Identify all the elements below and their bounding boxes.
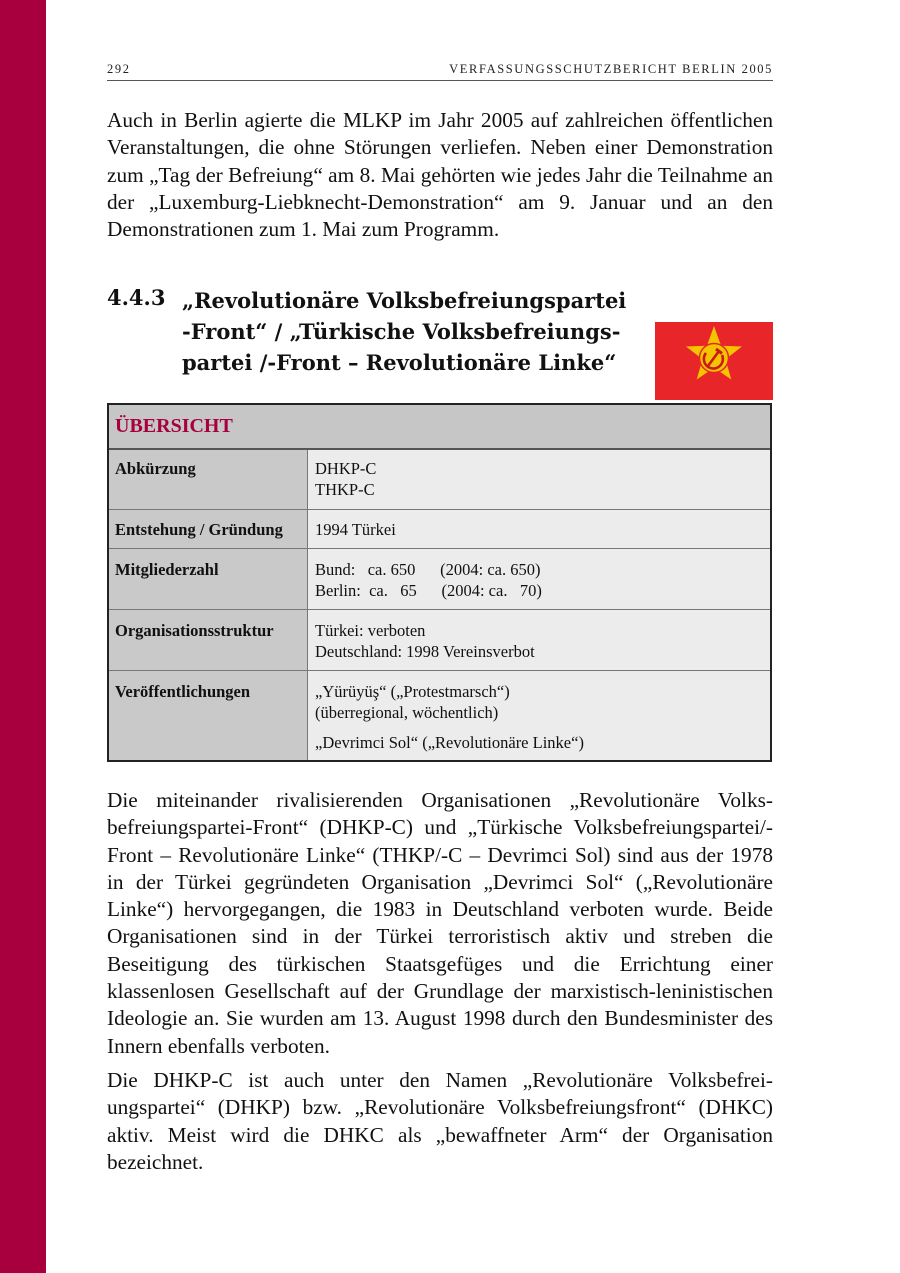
overview-heading-bar (109, 405, 770, 450)
row-value-abkuerzung-1: DHKP-C (315, 459, 377, 478)
section-title: „Revolutionäre Volksbefreiungspartei -Front“ / „Türkische Volksbefreiungs- partei /-Front – Revolutionäre Linke“ (182, 288, 627, 375)
side-color-bar (0, 0, 46, 1273)
row-label-organisationsstruktur: Organisationsstruktur (115, 621, 274, 640)
overview-heading: ÜBERSICHT (115, 415, 233, 437)
running-title: VERFASSUNGSSCHUTZBERICHT BERLIN 2005 (449, 62, 773, 76)
intro-paragraph: Auch in Berlin agierte die MLKP im Jahr 2005 auf zahlreichen öffentlichen Veranstaltungen, die ohne Störungen verliefen. Neben einer Demonstration zum „Tag der Befreiung“ am 8. Mai gehörten wie jedes Jahr die Teilnahme an der „Luxemburg-Liebknecht-Demonstration“ am 9. Januar und an den Demonstrationen zum 1. Mai zum Programm. (107, 108, 773, 242)
section-number: 4.4.3 (107, 285, 166, 310)
body-paragraph-2: Die DHKP-C ist auch unter den Namen „Revolutionäre Volksbefreiungspartei“ (DHKP) bzw. „Revolutionäre Volksbefreiungsfront“ (DHKC) aktiv. Meist wird die DHKC als „bewaffneter Arm“ der Organisation bezeichnet. (107, 1068, 773, 1174)
row-value-publikation-1: „Yürüyüş“ („Protestmarsch“) (315, 682, 510, 701)
row-label-gruendung: Entstehung / Gründung (115, 520, 283, 539)
row-value-struktur-1: Türkei: verboten (315, 621, 426, 640)
row-label-veroeffentlichungen: Veröffentlichungen (115, 682, 251, 701)
flag-image (655, 322, 773, 400)
overview-table (107, 403, 772, 762)
page-header (107, 62, 773, 81)
row-value-mitglieder-berlin: Berlin: ca. 65 (2004: ca. 70) (315, 581, 542, 600)
page-number: 292 (107, 62, 131, 76)
body-paragraph-1: Die miteinander rivalisierenden Organisationen „Revolutionäre Volksbefreiungspartei-Front“ (DHKP-C) und „Türkische Volksbefreiungspartei/-Front – Revolutionäre Linke“ (THKP/-C – Devrimci Sol) sind aus der 1978 in der Türkei gegründeten Organisation „Devrimci Sol“ („Revolutionäre Linke“) hervorgegangen, die 1983 in Deutschland verboten wurde. Beide Organisationen sind in der Türkei terroristisch aktiv und streben die Beseitigung des türkischen Staatsgefüges und die Errichtung einer klassenlosen Gesellschaft auf der Grundlage der marxistisch-leninistischen Ideologie an. Sie wurden am 13. August 1998 durch den Bundesminister des Innern ebenfalls verboten. (107, 788, 773, 1058)
row-value-abkuerzung-2: THKP-C (315, 480, 375, 499)
row-value-gruendung: 1994 Türkei (315, 520, 396, 539)
row-value-mitglieder-bund: Bund: ca. 650 (2004: ca. 650) (315, 560, 541, 579)
row-value-struktur-2: Deutschland: 1998 Vereinsverbot (315, 642, 535, 661)
row-value-publikation-1-note: (überregional, wöchentlich) (315, 703, 499, 722)
label-column (109, 450, 307, 760)
row-label-mitgliederzahl: Mitgliederzahl (115, 560, 219, 579)
row-value-publikation-2: „Devrimci Sol“ („Revolutionäre Linke“) (315, 733, 584, 752)
row-label-abkuerzung: Abkürzung (115, 459, 196, 478)
